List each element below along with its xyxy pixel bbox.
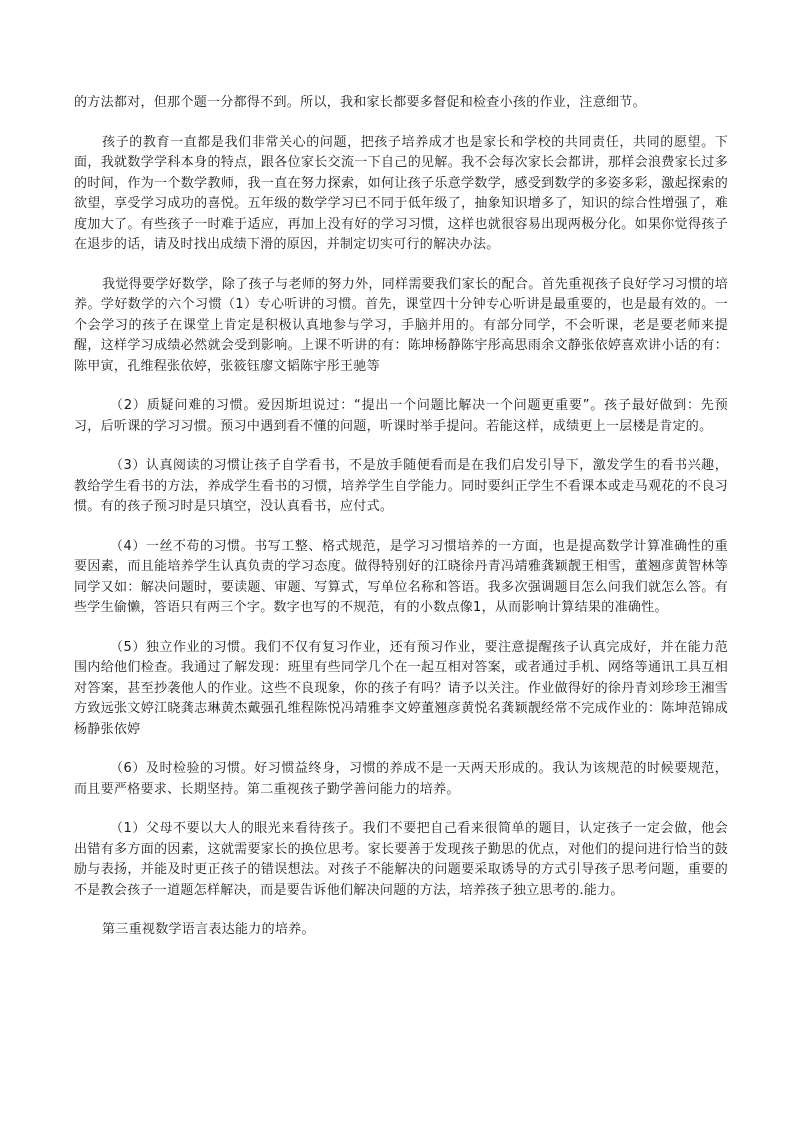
paragraph-8: （6）及时检验的习惯。好习惯益终身，习惯的养成不是一天两天形成的。我认为该规范的时候要规范，而且要严格要求、长期坚持。第二重视孩子勤学善问能力的培养。 xyxy=(74,761,728,797)
paragraph-7: （5）独立作业的习惯。我们不仅有复习作业，还有预习作业，要注意提醒孩子认真完成好，并在能力范围内给他们检查。我通过了解发现：班里有些同学几个在一起互相对答案，或者通过手机、网络等通讯工具互相对答案，甚至抄袭他人的作业。这些不良现象，你的孩子有吗？请予以关注。作业做得好的徐丹青刘珍珍王湘雪方致远张文婷江晓龚志琳黄杰戴强孔维程陈悦冯靖雅李文婷董翘彦黄悦名龚颖靓经常不完成作业的：陈坤范锦成杨静张依婷 xyxy=(74,639,728,737)
paragraph-3: 我觉得要学好数学，除了孩子与老师的努力外，同样需要我们家长的配合。首先重视孩子良好学习习惯的培养。学好数学的六个习惯（1）专心听讲的习惯。首先，课堂四十分钟专心听讲是最重要的，也是最有效的。一个会学习的孩子在课堂上肯定是积极认真地参与学习，手脑并用的。有部分同学，不会听课，老是要老师来提醒，这样学习成绩必然就会受到影响。上课不听讲的有：陈坤杨静陈宇彤高思雨余文静张依婷喜欢讲小话的有：陈甲寅，孔维程张依婷，张筱钰廖文韬陈宇彤王驰等 xyxy=(74,276,728,374)
paragraph-4: （2）质疑问难的习惯。爱因斯坦说过：“提出一个问题比解决一个问题更重要”。孩子最好做到：先预习，后听课的学习习惯。预习中遇到看不懂的问题，听课时举手提问。若能这样，成绩更上一层楼是肯定的。 xyxy=(74,398,728,434)
paragraph-1: 的方法都对，但那个题一分都得不到。所以，我和家长都要多督促和检查小孩的作业，注意细节。 xyxy=(74,95,646,110)
document-page xyxy=(74,93,728,941)
paragraph-6: （4）一丝不苟的习惯。书写工整、格式规范，是学习习惯培养的一方面，也是提高数学计算准确性的重要因素，而且能培养学生认真负责的学习态度。做得特别好的江晓徐丹青冯靖雅龚颖靓王相雪，董翘彦黄智林等同学又如：解决问题时，要读题、审题、写算式，写单位名称和答语。我多次强调题目怎么问我们就怎么答。有些学生偷懒，答语只有两三个字。数字也写的不规范，有的小数点像1，从而影响计算结果的准确性。 xyxy=(74,538,728,615)
paragraph-2: 孩子的教育一直都是我们非常关心的问题，把孩子培养成才也是家长和学校的共同责任，共同的愿望。下面，我就数学学科本身的特点，跟各位家长交流一下自己的见解。我不会每次家长会都讲，那样会浪费家长过多的时间，作为一个数学教师，我一直在努力探索，如何让孩子乐意学数学，感受到数学的多姿多彩，激起探索的欲望，享受学习成功的喜悦。五年级的数学学习已不同于低年级了，抽象知识增多了，知识的综合性增强了，难度加大了。有些孩子一时难于适应，再加上没有好的学习习惯，这样也就很容易出现两极分化。如果你觉得孩子在退步的话，请及时找出成绩下滑的原因，并制定切实可行的解决办法。 xyxy=(74,134,728,252)
paragraph-9: （1）父母不要以大人的眼光来看待孩子。我们不要把自己看来很简单的题目，认定孩子一定会做，他会出错有多方面的因素，这就需要家长的换位思考。家长要善于发现孩子勤思的优点，对他们的提问进行恰当的鼓励与表扬，并能及时更正孩子的错误想法。对孩子不能解决的问题要采取诱导的方式引导孩子思考问题，重要的不是教会孩子一道题怎样解决，而是要告诉他们解决问题的方法，培养孩子独立思考的.能力。 xyxy=(74,821,728,898)
paragraph-10: 第三重视数学语言表达能力的培养。 xyxy=(102,922,315,937)
paragraph-5: （3）认真阅读的习惯让孩子自学看书，不是放手随便看而是在我们启发引导下，激发学生的看书兴趣，教给学生看书的方法，养成学生看书的习惯，培养学生自学能力。同时要纠正学生不看课本或走马观花的不良习惯。有的孩子预习时是只填空，没认真看书，应付式。 xyxy=(74,458,728,514)
